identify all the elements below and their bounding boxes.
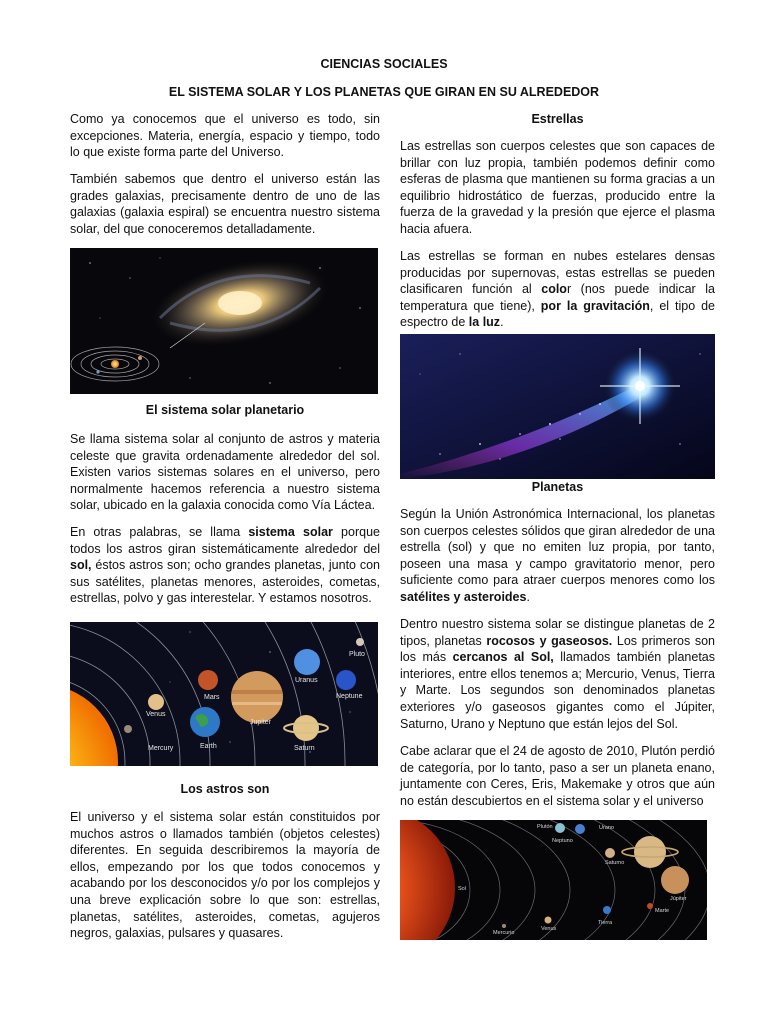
p2-bold-luz: la luz — [468, 315, 501, 330]
label-mars: Mars — [204, 694, 220, 701]
solar-system-image-2 — [400, 820, 707, 940]
label-mercury: Mercury — [148, 745, 174, 752]
label-venus: Venus — [146, 711, 166, 718]
label2-saturno: Saturno — [605, 860, 625, 866]
subject-title: CIENCIAS SOCIALES — [320, 57, 448, 71]
heading-astros: Los astros son — [180, 782, 270, 796]
galaxy-paragraph: También sabemos que dentro el universo están las grades galaxias, precisamente dentro de uno de las galaxias (galaxia espiral) se encuentra nuestro sistema solar, del que conoceremos detalladamente. — [70, 172, 380, 236]
label-saturn: Saturn — [294, 745, 315, 752]
p4-text-e: éstos astros son; ocho grandes planetas, junto con sus satélites, planetas menores, asteroides, cometas, estrellas, polvo y gas interestelar. Y estamos nosotros. — [70, 558, 380, 606]
otras-palabras-paragraph — [70, 524, 380, 607]
estrellas-paragraph: Las estrellas son cuerpos celestes que son capaces de brillar con luz propia, también podemos definir como esferas de plasma que mantienen su forma gracias a un equilibrio hidrostático de fuerzas, producido entre la fuerza de la gravedad y la presión que ejerce el plasma hacia afuera. — [400, 139, 715, 236]
label-jupiter: Jupiter — [250, 719, 272, 726]
p3-text-c: . — [526, 589, 530, 604]
star-image — [400, 334, 715, 479]
astros-paragraph: El universo y el sistema solar están constituidos por muchos astros o llamados también (objetos celestes) diferentes. En seguida describiremos la mayoría de ellos, empezando por los que todos conocemos y acabando por los desconocidos y/o por los complejos y una breve explicación sobre lo que son: estrellas, planetas, satélites, asteroides, cometas, agujeros negros, galaxias, pulsares y quasares. — [70, 810, 380, 941]
p4-text-a: En otras palabras, se llama — [70, 525, 249, 539]
p4-bold-sol: sol, — [70, 558, 92, 573]
pluton-paragraph: Cabe aclarar que el 24 de agosto de 2010, Plutón perdió de categoría, por lo tanto, paso a ser un planeta enano, juntamente con Ceres, Eris, Makemake y otros que aún no están descubiertos en el sistema solar y el universo — [400, 744, 715, 808]
p3-text-a: Según la Unión Astronómica Internacional, los planetas son cuerpos celestes sólidos que giran alrededor de una estrella (sol) y que no emiten luz propia, por tanto, poseen una masa y campo gravitatorio menor, pero suficiente como para atraer cuerpos menores como los — [400, 507, 715, 588]
label2-tierra: Tierra — [598, 920, 613, 926]
p3-bold-satelites: satélites y asteroides — [400, 589, 527, 604]
label-uranus: Uranus — [295, 677, 318, 684]
p4-right-text-a: Dentro nuestro sistema solar se distingue planetas de 2 tipos, planetas — [400, 617, 715, 648]
tipos-planetas-paragraph — [400, 616, 715, 732]
intro-paragraph: Como ya conocemos que el universo es todo, sin excepciones. Materia, energía, espacio y tiempo, todo lo que existe forma parte del Universo. — [70, 112, 380, 160]
p2-text-g: . — [500, 315, 504, 330]
p4-text-c: porque todos los astros giran sistemáticamente alrededor del — [70, 525, 380, 556]
label2-pluton: Plutón — [537, 824, 553, 830]
label2-neptuno: Neptuno — [552, 838, 573, 844]
solar-system-image — [70, 622, 378, 766]
label-neptune: Neptune — [336, 693, 363, 700]
label2-venus: Venus — [541, 926, 557, 932]
planetas-paragraph — [400, 506, 715, 606]
label2-mercurio: Mercurio — [493, 930, 515, 936]
label2-jupiter: Júpiter — [670, 896, 687, 902]
heading-estrellas: Estrellas — [531, 112, 584, 126]
p2-bold-gravitacion: por la gravitación — [540, 298, 650, 313]
p4-right-bold-rocosos: rocosos y gaseosos. — [486, 633, 613, 648]
p2-bold-color: colo — [541, 282, 567, 297]
p4-right-text-e: llamados también planetas interiores, entre ellos tenemos a; Mercurio, Venus, Tierra y Marte. Los segundos son denominados planetas exteriores y/o gaseosos gigantes como el Júpiter, Saturno, Urano y Neptuno que están lejos del Sol. — [400, 650, 715, 731]
page-title: EL SISTEMA SOLAR Y LOS PLANETAS QUE GIRAN EN SU ALREDEDOR — [168, 85, 600, 99]
heading-sistema-planetario: El sistema solar planetario — [145, 403, 305, 417]
formacion-paragraph — [400, 248, 715, 331]
p2-text-a: Las estrellas se forman en nubes estelares densas producidas por supernovas, estas estrellas se pueden clasificaren función al — [400, 249, 715, 297]
p2-text-e: , el tipo de espectro de — [400, 298, 715, 330]
label2-marte: Marte — [655, 908, 670, 914]
sistema-solar-paragraph: Se llama sistema solar al conjunto de astros y materia celeste que gravita ordenadamente alrededor del sol. Existen varios sistemas solares en el universo, pero normalmente hacemos referencia a nuestro sistema solar, ubicado en la galaxia conocida como Vía Láctea. — [70, 432, 380, 513]
label2-urano: Urano — [599, 825, 614, 831]
label-earth: Earth — [200, 743, 217, 750]
p4-right-bold-cercanos: cercanos al Sol, — [452, 650, 554, 665]
heading-planetas: Planetas — [531, 480, 584, 494]
label2-sol: Sol — [458, 886, 466, 892]
p4-right-text-c: Los primeros son los más — [400, 633, 715, 665]
p4-bold-sistema-solar: sistema solar — [248, 525, 333, 539]
galaxy-image — [70, 248, 378, 394]
label-pluto: Pluto — [349, 651, 365, 658]
p2-text-c: r (nos puede indicar la temperatura que tiene), — [400, 282, 715, 313]
